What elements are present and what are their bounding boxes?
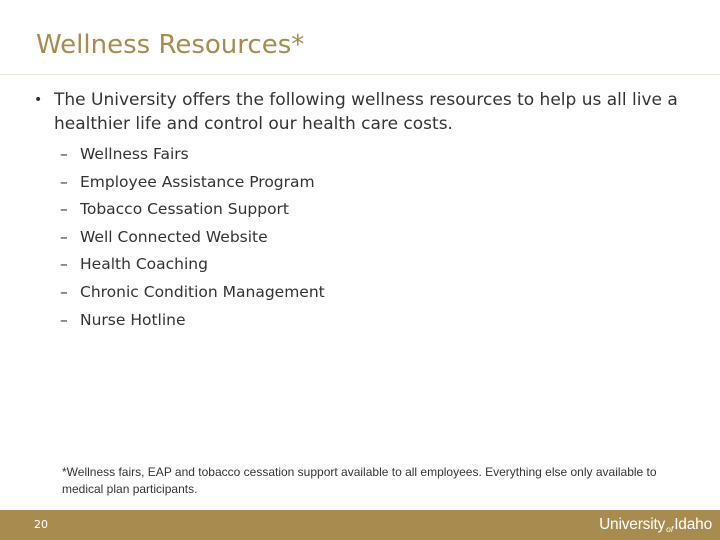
page-number: 20 xyxy=(34,518,48,531)
dash-icon: – xyxy=(60,255,68,274)
title-divider xyxy=(0,74,720,75)
resource-label: Employee Assistance Program xyxy=(80,172,315,191)
dash-icon: – xyxy=(60,145,68,163)
list-item xyxy=(60,225,325,253)
dash-icon: – xyxy=(60,200,68,219)
logo-of: of xyxy=(666,524,674,534)
list-item xyxy=(60,170,325,198)
list-item xyxy=(60,280,325,308)
dash-icon: – xyxy=(60,310,68,329)
resource-label: Nurse Hotline xyxy=(80,310,186,329)
slide-title: Wellness Resources* xyxy=(36,30,305,60)
list-item xyxy=(60,142,325,170)
university-logo xyxy=(599,513,712,537)
logo-university: University xyxy=(599,516,666,533)
footnote: *Wellness fairs, EAP and tobacco cessation support available to all employees. Everything else only available to medical plan participants. xyxy=(62,465,657,496)
dash-icon: – xyxy=(60,282,68,301)
dash-icon: – xyxy=(60,172,68,191)
dash-icon: – xyxy=(60,227,68,246)
resource-label: Tobacco Cessation Support xyxy=(80,200,290,219)
logo-idaho: Idaho xyxy=(674,516,712,533)
resource-list xyxy=(60,142,325,335)
resource-label: Well Connected Website xyxy=(80,227,268,246)
resource-label: Wellness Fairs xyxy=(80,145,189,163)
footer-bar xyxy=(0,510,720,540)
intro-text: The University offers the following wellness resources to help us all live a healthier life and control our health care costs. xyxy=(54,90,678,134)
list-item xyxy=(60,197,325,225)
list-item xyxy=(60,308,325,336)
intro-bullet-item xyxy=(34,88,694,136)
list-item xyxy=(60,252,325,280)
bullet-icon: • xyxy=(34,92,43,108)
resource-label: Health Coaching xyxy=(80,255,208,274)
resource-label: Chronic Condition Management xyxy=(80,282,325,301)
